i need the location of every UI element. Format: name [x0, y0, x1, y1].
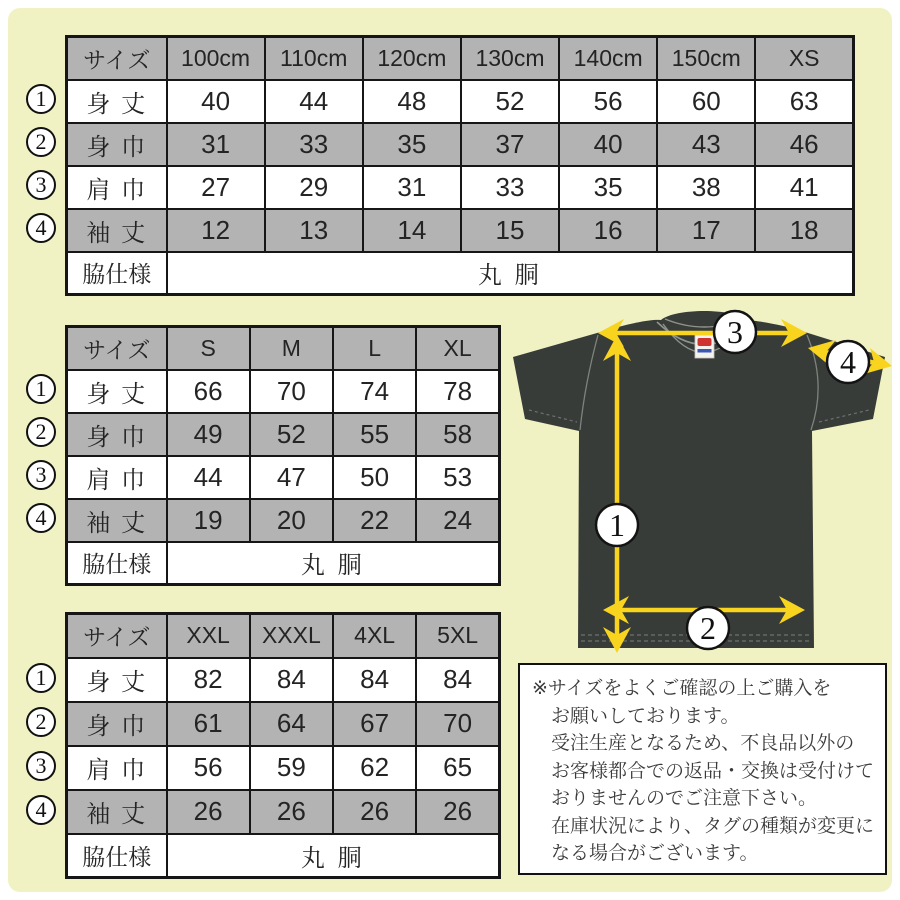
side-spec-row [67, 834, 500, 878]
size-column-header: 110cm [265, 37, 363, 80]
measure-label-cell: 袖 丈 [67, 499, 167, 542]
size-value-cell: 37 [461, 123, 559, 166]
note-line: ※サイズをよくご確認の上ご購入を [532, 678, 832, 699]
side-spec-value: 丸 胴 [167, 834, 500, 878]
measure-marker-3: 3 [26, 751, 56, 781]
note-line: なる場合がございます。 [551, 843, 759, 864]
measure-label-cell: 肩 巾 [67, 456, 167, 499]
size-value-cell: 44 [265, 80, 363, 123]
measure-label-cell: 袖 丈 [67, 790, 167, 834]
size-value-cell: 41 [755, 166, 853, 209]
size-value-cell: 84 [333, 658, 416, 702]
size-value-cell: 17 [657, 209, 755, 252]
size-column-header: 130cm [461, 37, 559, 80]
size-value-cell: 22 [333, 499, 416, 542]
size-column-header: 140cm [559, 37, 657, 80]
size-value-cell: 58 [416, 413, 499, 456]
size-value-cell: 31 [363, 166, 461, 209]
size-column-header: XS [755, 37, 853, 80]
side-spec-label: 脇仕様 [67, 542, 167, 585]
size-value-cell: 35 [559, 166, 657, 209]
size-value-cell: 55 [333, 413, 416, 456]
size-value-cell: 29 [265, 166, 363, 209]
size-value-cell: 38 [657, 166, 755, 209]
size-value-cell: 24 [416, 499, 499, 542]
size-column-header: L [333, 327, 416, 370]
size-value-cell: 70 [250, 370, 333, 413]
tshirt-diagram [505, 305, 895, 660]
measure-row [67, 166, 854, 209]
size-column-header: M [250, 327, 333, 370]
size-column-header: 120cm [363, 37, 461, 80]
size-value-cell: 84 [416, 658, 499, 702]
measure-row [67, 413, 500, 456]
diagram-marker-1 [596, 504, 638, 546]
marker-rail-big [24, 663, 58, 825]
size-value-cell: 15 [461, 209, 559, 252]
size-value-cell: 56 [167, 746, 250, 790]
size-column-header: 100cm [167, 37, 265, 80]
size-value-cell: 33 [461, 166, 559, 209]
svg-text:3: 3 [727, 314, 743, 350]
size-header-label: サイズ [67, 37, 167, 80]
measure-label-cell: 肩 巾 [67, 746, 167, 790]
measure-marker-2: 2 [26, 417, 56, 447]
size-table-adult [65, 325, 501, 586]
measure-row [67, 658, 500, 702]
marker-rail-kids [24, 84, 58, 243]
size-value-cell: 63 [755, 80, 853, 123]
size-value-cell: 60 [657, 80, 755, 123]
size-value-cell: 26 [333, 790, 416, 834]
measure-marker-4: 4 [26, 213, 56, 243]
measure-label-cell: 身 巾 [67, 123, 167, 166]
size-value-cell: 43 [657, 123, 755, 166]
side-spec-label: 脇仕様 [67, 834, 167, 878]
size-value-cell: 70 [416, 702, 499, 746]
side-spec-value: 丸 胴 [167, 542, 500, 585]
marker-rail-adult [24, 374, 58, 533]
note-line: お願いしております。 [551, 705, 740, 727]
measure-row [67, 790, 500, 834]
size-value-cell: 27 [167, 166, 265, 209]
measure-marker-4: 4 [26, 795, 56, 825]
note-line: お客様都合での返品・交換は受付けて [551, 760, 875, 782]
diagram-marker-3 [714, 311, 756, 353]
purchase-note-box [518, 663, 887, 875]
size-column-header: 5XL [416, 614, 499, 658]
measure-row [67, 209, 854, 252]
size-value-cell: 84 [250, 658, 333, 702]
measure-label-cell: 身 丈 [67, 80, 167, 123]
size-value-cell: 44 [167, 456, 250, 499]
size-value-cell: 19 [167, 499, 250, 542]
size-value-cell: 50 [333, 456, 416, 499]
measure-label-cell: 身 丈 [67, 658, 167, 702]
size-value-cell: 67 [333, 702, 416, 746]
size-value-cell: 26 [416, 790, 499, 834]
size-value-cell: 40 [167, 80, 265, 123]
size-value-cell: 52 [250, 413, 333, 456]
measure-marker-1: 1 [26, 84, 56, 114]
note-line: おりませんのでご注意下さい。 [551, 788, 818, 809]
size-value-cell: 26 [250, 790, 333, 834]
measure-marker-1: 1 [26, 663, 56, 693]
size-value-cell: 82 [167, 658, 250, 702]
size-value-cell: 56 [559, 80, 657, 123]
size-value-cell: 74 [333, 370, 416, 413]
size-value-cell: 65 [416, 746, 499, 790]
size-value-cell: 48 [363, 80, 461, 123]
size-value-cell: 61 [167, 702, 250, 746]
size-value-cell: 13 [265, 209, 363, 252]
side-spec-row [67, 542, 500, 585]
measure-label-cell: 身 丈 [67, 370, 167, 413]
side-spec-row [67, 252, 854, 295]
size-value-cell: 35 [363, 123, 461, 166]
size-column-header: XL [416, 327, 499, 370]
measure-row [67, 456, 500, 499]
measure-label-cell: 肩 巾 [67, 166, 167, 209]
svg-text:1: 1 [609, 507, 625, 543]
size-value-cell: 62 [333, 746, 416, 790]
size-value-cell: 78 [416, 370, 499, 413]
measure-row [67, 746, 500, 790]
size-value-cell: 46 [755, 123, 853, 166]
measure-row [67, 499, 500, 542]
size-value-cell: 18 [755, 209, 853, 252]
size-table-kids [65, 35, 855, 296]
size-table-big [65, 612, 501, 879]
size-value-cell: 31 [167, 123, 265, 166]
size-value-cell: 33 [265, 123, 363, 166]
svg-text:2: 2 [700, 610, 716, 646]
size-column-header: XXL [167, 614, 250, 658]
measure-marker-3: 3 [26, 170, 56, 200]
measure-marker-3: 3 [26, 460, 56, 490]
size-value-cell: 66 [167, 370, 250, 413]
note-line: 受注生産となるため、不良品以外の [551, 733, 855, 754]
size-value-cell: 40 [559, 123, 657, 166]
size-value-cell: 12 [167, 209, 265, 252]
measure-row [67, 370, 500, 413]
size-value-cell: 53 [416, 456, 499, 499]
size-column-header: XXXL [250, 614, 333, 658]
diagram-marker-4 [827, 341, 869, 383]
size-column-header: 150cm [657, 37, 755, 80]
diagram-marker-2 [687, 607, 729, 649]
measure-marker-2: 2 [26, 707, 56, 737]
size-value-cell: 20 [250, 499, 333, 542]
measure-marker-1: 1 [26, 374, 56, 404]
measure-row [67, 80, 854, 123]
size-value-cell: 14 [363, 209, 461, 252]
size-header-label: サイズ [67, 327, 167, 370]
svg-text:4: 4 [840, 344, 856, 380]
size-value-cell: 49 [167, 413, 250, 456]
measure-marker-2: 2 [26, 127, 56, 157]
brand-tag-icon [695, 335, 714, 358]
size-value-cell: 59 [250, 746, 333, 790]
size-column-header: 4XL [333, 614, 416, 658]
side-spec-label: 脇仕様 [67, 252, 167, 295]
measure-label-cell: 身 巾 [67, 413, 167, 456]
size-value-cell: 26 [167, 790, 250, 834]
size-value-cell: 47 [250, 456, 333, 499]
measure-row [67, 702, 500, 746]
size-column-header: S [167, 327, 250, 370]
side-spec-value: 丸 胴 [167, 252, 854, 295]
measure-label-cell: 身 巾 [67, 702, 167, 746]
size-value-cell: 64 [250, 702, 333, 746]
size-header-label: サイズ [67, 614, 167, 658]
measure-marker-4: 4 [26, 503, 56, 533]
size-value-cell: 16 [559, 209, 657, 252]
measure-row [67, 123, 854, 166]
measure-label-cell: 袖 丈 [67, 209, 167, 252]
note-line: 在庫状況により、タグの種類が変更に [551, 815, 875, 837]
size-value-cell: 52 [461, 80, 559, 123]
